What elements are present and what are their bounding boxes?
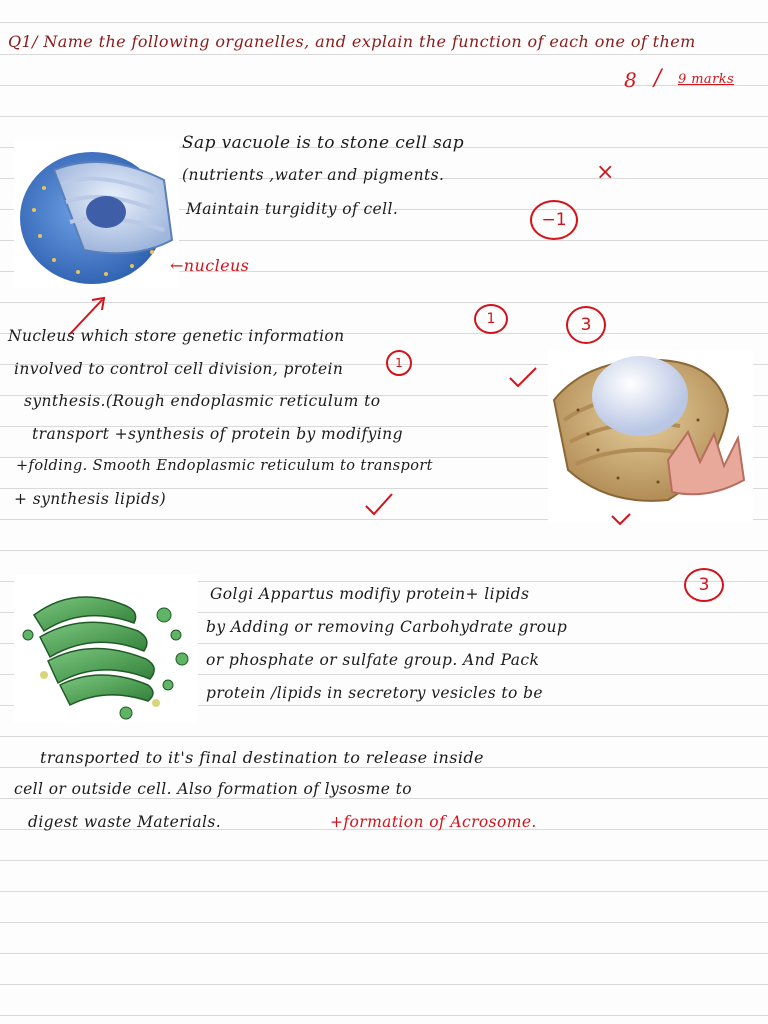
score-slash: / (654, 66, 662, 91)
nucleus-pointer-label: ←nucleus (170, 256, 250, 275)
deduction-mark (530, 200, 578, 240)
score-total: 9 marks (678, 72, 735, 87)
block3-cont-line-3: digest waste Materials. (28, 813, 222, 831)
block1-line-3: Maintain turgidity of cell. (186, 200, 399, 218)
block2-line-4: transport +synthesis of protein by modifying (32, 425, 403, 443)
question-text: Q1/ Name the following organelles, and explain the function of each one of them (8, 32, 696, 51)
teacher-addition: +formation of Acrosome. (330, 813, 537, 831)
check-mark-icon (508, 366, 538, 388)
block2-score (566, 306, 606, 344)
cell-nucleus-illustration-icon (14, 140, 179, 288)
check-mark-icon (364, 492, 394, 516)
block3-score-value: 3 (698, 575, 710, 595)
block1-line-2: (nutrients ,water and pigments. (182, 166, 445, 184)
check-mark-icon (610, 512, 632, 526)
block3-cont-line-1: transported to it's final destination to release inside (40, 748, 484, 767)
golgi-apparatus-illustration-icon (14, 575, 198, 723)
block2-line-6: + synthesis lipids) (14, 490, 167, 508)
er-figure (548, 350, 753, 522)
block3-score (684, 568, 724, 602)
nucleus-figure (14, 140, 179, 288)
block2-line-3: synthesis.(Rough endoplasmic reticulum to (24, 392, 381, 410)
block3-cont-line-2: cell or outside cell. Also formation of lysosme to (14, 780, 412, 798)
block3-line-1: Golgi Appartus modifiy protein+ lipids (210, 585, 530, 603)
mark-one-a-value: 1 (486, 311, 496, 327)
block1-cross: × (596, 160, 615, 185)
block3-line-2: by Adding or removing Carbohydrate group (206, 618, 568, 636)
mark-one-a (474, 304, 508, 334)
block2-line-5: +folding. Smooth Endoplasmic reticulum to transport (16, 458, 433, 474)
block3-line-4: protein /lipids in secretory vesicles to be (206, 684, 543, 702)
mark-one-b-value: 1 (395, 356, 403, 370)
golgi-figure (14, 575, 198, 723)
block2-score-value: 3 (580, 315, 592, 335)
mark-one-b (386, 350, 412, 376)
block2-line-1: Nucleus which store genetic information (8, 327, 345, 345)
endoplasmic-reticulum-illustration-icon (548, 350, 753, 522)
block3-line-3: or phosphate or sulfate group. And Pack (206, 651, 540, 669)
block2-line-2: involved to control cell division, protein (14, 360, 344, 378)
score-got: 8 (624, 68, 638, 92)
block1-line-1: Sap vacuole is to stone cell sap (182, 133, 465, 153)
deduction-value: −1 (541, 210, 567, 230)
